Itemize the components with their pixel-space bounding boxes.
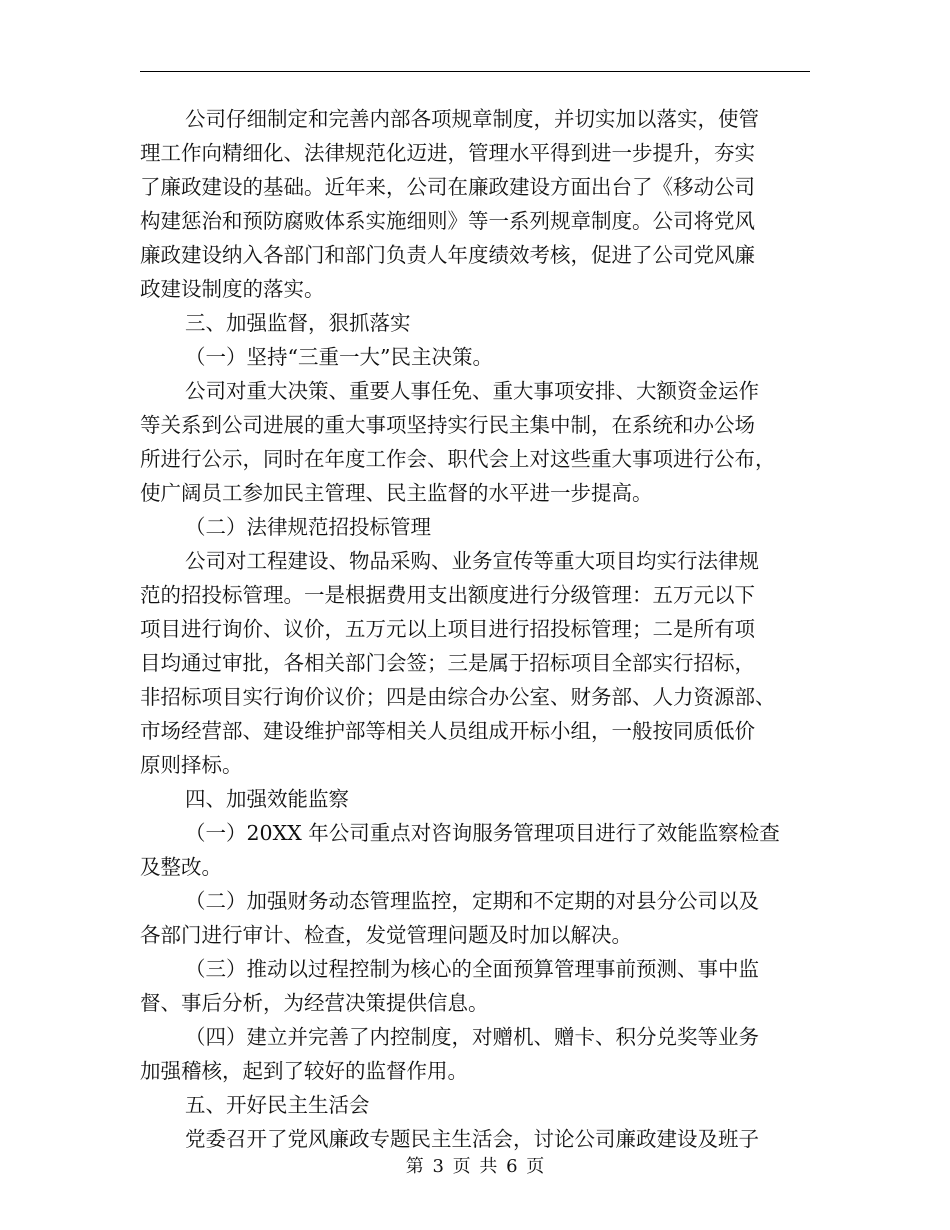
text-line: （二）加强财务动态管理监控，定期和不定期的对县分公司以及: [185, 889, 759, 913]
text-line: 廉政建设纳入各部门和部门负责人年度绩效考核，促进了公司党风廉: [140, 243, 755, 267]
text-line: 构建惩治和预防腐败体系实施细则》等一系列规章制度。公司将党风: [140, 209, 755, 233]
text-line: 理工作向精细化、法律规范化迈进，管理水平得到进一步提升，夯实: [140, 141, 755, 165]
text-line: （一）坚持“三重一大”民主决策。: [185, 345, 493, 369]
text-line: 原则择标。: [140, 753, 243, 777]
text-line: 督、事后分析，为经营决策提供信息。: [140, 991, 489, 1015]
text-line: （四）建立并完善了内控制度，对赠机、赠卡、积分兑奖等业务: [185, 1025, 759, 1049]
text-line: 四、加强效能监察: [185, 787, 349, 811]
text-line: 各部门进行审计、检查，发觉管理问题及时加以解决。: [140, 923, 632, 947]
text-line: 目均通过审批，各相关部门会签；三是属于招标项目全部实行招标，: [140, 651, 755, 675]
text-line: 了廉政建设的基础。近年来，公司在廉政建设方面出台了《移动公司: [140, 175, 755, 199]
text-line: 加强稽核，起到了较好的监督作用。: [140, 1059, 468, 1083]
text-line: 市场经营部、建设维护部等相关人员组成开标小组，一般按同质低价: [140, 719, 755, 743]
text-line: 范的招投标管理。一是根据费用支出额度进行分级管理：五万元以下: [140, 583, 755, 607]
text-line: （一）20XX 年公司重点对咨询服务管理项目进行了效能监察检查: [185, 821, 780, 845]
text-line: 及整改。: [140, 855, 222, 879]
text-line: 三、加强监督，狠抓落实: [185, 311, 411, 335]
text-line: 公司对重大决策、重要人事任免、重大事项安排、大额资金运作: [185, 379, 759, 403]
text-line: 政建设制度的落实。: [140, 277, 325, 301]
text-line: 党委召开了党风廉政专题民主生活会，讨论公司廉政建设及班子: [185, 1127, 759, 1151]
text-line: 使广阔员工参加民主管理、民主监督的水平进一步提高。: [140, 481, 653, 505]
document-body: [140, 102, 810, 1156]
page-footer: 第 3 页 共 6 页: [405, 1156, 545, 1177]
text-line: 项目进行询价、议价，五万元以上项目进行招投标管理；二是所有项: [140, 617, 755, 641]
header-rule: [140, 71, 810, 72]
text-line: 公司对工程建设、物品采购、业务宣传等重大项目均实行法律规: [185, 549, 759, 573]
text-line: 非招标项目实行询价议价；四是由综合办公室、财务部、人力资源部、: [140, 685, 776, 709]
text-line: （二）法律规范招投标管理: [185, 515, 431, 539]
text-line: 所进行公示，同时在年度工作会、职代会上对这些重大事项进行公布，: [140, 447, 776, 471]
text-line: （三）推动以过程控制为核心的全面预算管理事前预测、事中监: [185, 957, 759, 981]
text-line: 五、开好民主生活会: [185, 1093, 370, 1117]
text-line: 公司仔细制定和完善内部各项规章制度，并切实加以落实，使管: [185, 107, 759, 131]
text-line: 等关系到公司进展的重大事项坚持实行民主集中制，在系统和办公场: [140, 413, 755, 437]
